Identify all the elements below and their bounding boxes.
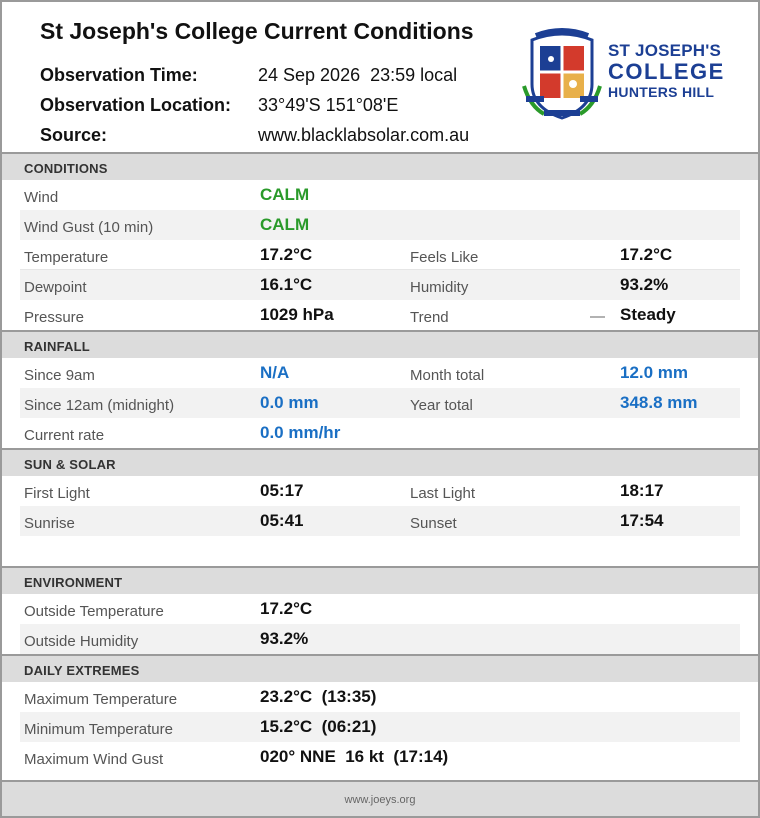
observation-time-label: Observation Time: — [40, 65, 198, 85]
since-9am-label: Since 9am — [24, 367, 95, 384]
min-temperature-value: 15.2°C (06:21) — [260, 717, 377, 736]
logo-line-2: COLLEGE — [608, 59, 725, 84]
row-since-9am — [20, 358, 740, 388]
wind-gust-value: CALM — [260, 215, 310, 234]
since-midnight-label: Since 12am (midnight) — [24, 397, 175, 414]
pressure-label: Pressure — [24, 309, 85, 326]
trend-value: Steady — [620, 305, 676, 324]
current-rate-value: 0.0 mm/hr — [260, 423, 341, 442]
max-wind-gust-label: Maximum Wind Gust — [24, 751, 164, 768]
month-total-value: 12.0 mm — [620, 363, 689, 382]
outside-humidity-label: Outside Humidity — [24, 633, 139, 650]
row-first-light — [20, 476, 740, 506]
outside-humidity-value: 93.2% — [260, 629, 309, 648]
row-dewpoint — [20, 270, 740, 300]
row-outside-temperature — [20, 594, 740, 624]
sunset-value: 17:54 — [620, 511, 664, 530]
pressure-value: 1029 hPa — [260, 305, 334, 324]
dewpoint-label: Dewpoint — [24, 279, 87, 296]
footer-link[interactable]: www.joeys.org — [344, 794, 416, 806]
observation-time: 24 Sep 2026 23:59 local — [258, 65, 458, 85]
page-title: St Joseph's College Current Conditions — [40, 18, 474, 44]
source-value: www.blacklabsolar.com.au — [258, 125, 470, 145]
row-outside-humidity — [20, 624, 740, 654]
outside-temperature-label: Outside Temperature — [24, 603, 164, 620]
row-wind — [20, 180, 740, 210]
first-light-value: 05:17 — [260, 481, 304, 500]
wind-value: CALM — [260, 185, 310, 204]
first-light-label: First Light — [24, 485, 90, 502]
temperature-label: Temperature — [24, 249, 109, 266]
max-wind-gust-value: 020° NNE 16 kt (17:14) — [260, 747, 449, 766]
row-since-midnight — [20, 388, 740, 418]
year-total-label: Year total — [410, 397, 473, 414]
row-max-wind-gust — [20, 742, 740, 772]
source-label: Source: — [40, 125, 108, 145]
row-max-temperature — [20, 682, 740, 712]
college-logo — [522, 26, 725, 126]
humidity-value: 93.2% — [620, 275, 669, 294]
max-temperature-label: Maximum Temperature — [24, 691, 178, 708]
row-temperature — [20, 240, 740, 270]
wind-label: Wind — [24, 189, 59, 206]
min-temperature-label: Minimum Temperature — [24, 721, 173, 738]
section-conditions-heading: CONDITIONS — [2, 152, 758, 180]
feels-like-value: 17.2°C — [620, 245, 673, 264]
max-temperature-value: 23.2°C (13:35) — [260, 687, 377, 706]
trend-steady-icon: — — [590, 308, 605, 325]
since-9am-value: N/A — [260, 363, 290, 382]
section-sun-heading: SUN & SOLAR — [2, 448, 758, 476]
humidity-label: Humidity — [410, 279, 469, 296]
row-sunrise — [20, 506, 740, 536]
logo-line-3: HUNTERS HILL — [608, 84, 715, 100]
sunrise-label: Sunrise — [24, 515, 75, 532]
logo-line-1: ST JOSEPH'S — [608, 41, 721, 60]
section-environment-heading: ENVIRONMENT — [2, 566, 758, 594]
row-wind-gust — [20, 210, 740, 240]
section-extremes-heading: DAILY EXTREMES — [2, 654, 758, 682]
outside-temperature-value: 17.2°C — [260, 599, 313, 618]
row-current-rate — [20, 418, 740, 448]
college-wordmark — [608, 42, 725, 99]
observation-location: 33°49'S 151°08'E — [258, 95, 399, 115]
row-pressure — [20, 300, 740, 330]
last-light-value: 18:17 — [620, 481, 664, 500]
current-rate-label: Current rate — [24, 427, 105, 444]
wind-gust-label: Wind Gust (10 min) — [24, 219, 154, 236]
header — [2, 2, 758, 152]
section-rainfall-heading: RAINFALL — [2, 330, 758, 358]
since-midnight-value: 0.0 mm — [260, 393, 319, 412]
temperature-value: 17.2°C — [260, 245, 313, 264]
footer — [2, 780, 758, 816]
month-total-label: Month total — [410, 367, 485, 384]
college-crest-icon — [522, 26, 602, 122]
last-light-label: Last Light — [410, 485, 476, 502]
row-min-temperature — [20, 712, 740, 742]
feels-like-label: Feels Like — [410, 249, 479, 266]
sunrise-value: 05:41 — [260, 511, 304, 530]
trend-label: Trend — [410, 309, 449, 326]
observation-location-label: Observation Location: — [40, 95, 232, 115]
year-total-value: 348.8 mm — [620, 393, 698, 412]
sun-spacer — [2, 536, 758, 566]
sunset-label: Sunset — [410, 515, 457, 532]
dewpoint-value: 16.1°C — [260, 275, 313, 294]
